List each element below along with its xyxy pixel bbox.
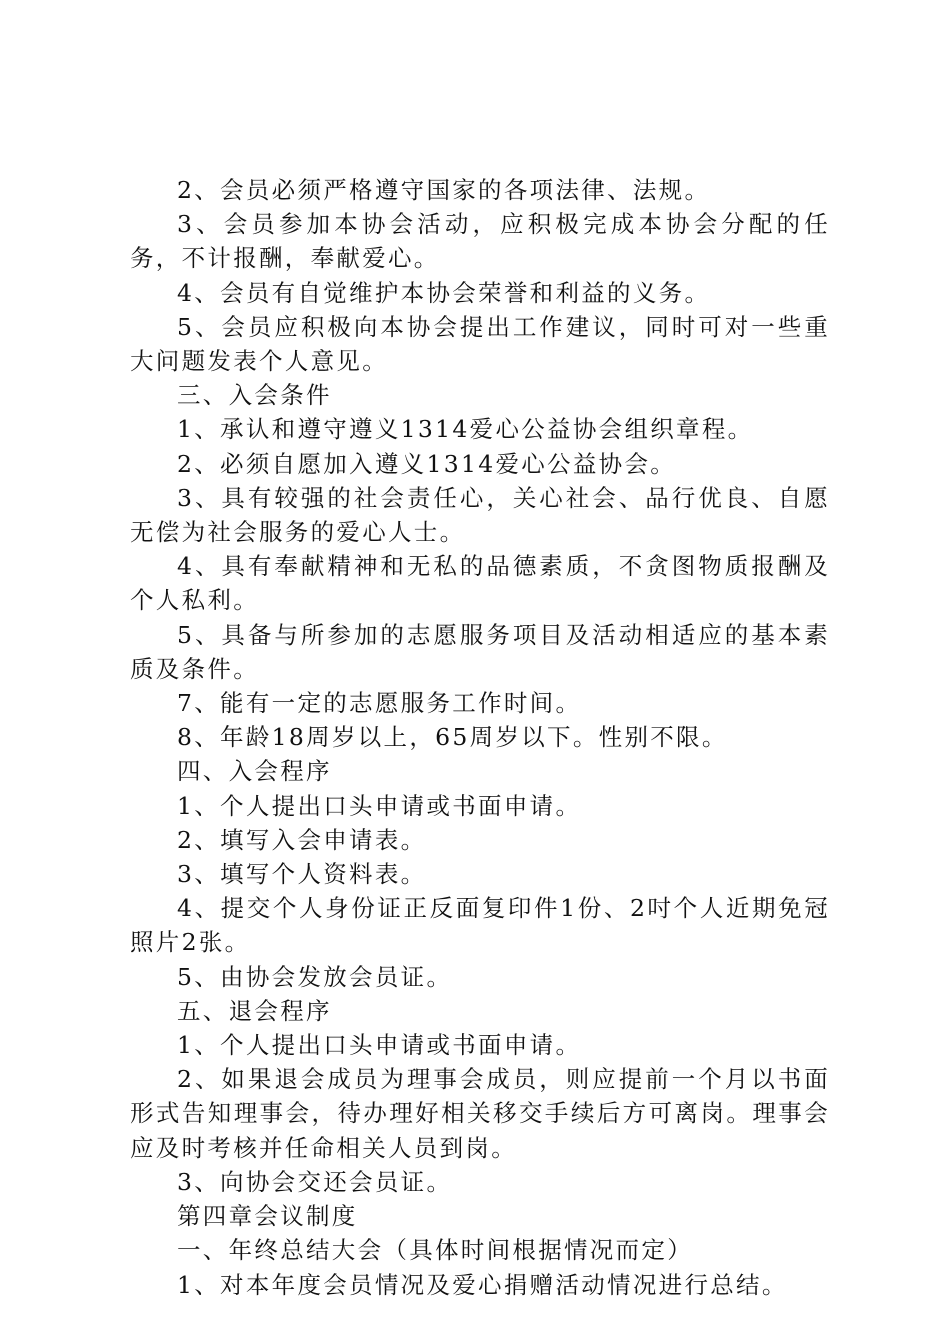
- paragraph-join-step-5: 5、由协会发放会员证。: [177, 962, 453, 991]
- paragraph-withdraw-step-1: 1、个人提出口头申请或书面申请。: [177, 1031, 582, 1060]
- document-body: [130, 173, 830, 1302]
- section-heading-join-procedure: 四、入会程序: [177, 757, 332, 786]
- paragraph-withdraw-step-2: 2、如果退会成员为理事会成员，则应提前一个月以书面形式告知理事会，待办理好相关移交手续后方可离岗。理事会应及时考核并任命相关人员到岗。: [130, 1065, 830, 1162]
- paragraph-member-suggestions: 5、会员应积极向本协会提出工作建议，同时可对一些重大问题发表个人意见。: [130, 312, 830, 376]
- paragraph-condition-3: 3、具有较强的社会责任心，关心社会、品行优良、自愿无偿为社会服务的爱心人士。: [130, 483, 830, 547]
- section-heading-membership-conditions: 三、入会条件: [177, 381, 332, 410]
- paragraph-join-step-2: 2、填写入会申请表。: [177, 825, 427, 854]
- paragraph-condition-8: 8、年龄18周岁以上，65周岁以下。性别不限。: [177, 723, 728, 752]
- paragraph-condition-5: 5、具备与所参加的志愿服务项目及活动相适应的基本素质及条件。: [130, 620, 830, 683]
- paragraph-join-step-3: 3、填写个人资料表。: [177, 860, 427, 889]
- paragraph-condition-4: 4、具有奉献精神和无私的品德素质，不贪图物质报酬及个人私利。: [130, 552, 830, 615]
- paragraph-join-step-1: 1、个人提出口头申请或书面申请。: [177, 791, 582, 820]
- paragraph-join-step-4: 4、提交个人身份证正反面复印件1份、2吋个人近期免冠照片2张。: [130, 894, 830, 957]
- paragraph-condition-7: 7、能有一定的志愿服务工作时间。: [177, 689, 582, 718]
- section-heading-annual-meeting: 一、年终总结大会（具体时间根据情况而定）: [177, 1236, 693, 1265]
- paragraph-condition-2: 2、必须自愿加入遵义1314爱心公益协会。: [177, 449, 677, 478]
- paragraph-withdraw-step-3: 3、向协会交还会员证。: [177, 1167, 453, 1196]
- paragraph-condition-1: 1、承认和遵守遵义1314爱心公益协会组织章程。: [177, 415, 754, 444]
- paragraph-annual-meeting-1: 1、对本年度会员情况及爱心捐赠活动情况进行总结。: [177, 1270, 788, 1299]
- paragraph-member-participate: 3、会员参加本协会活动，应积极完成本协会分配的任务，不计报酬，奉献爱心。: [130, 210, 830, 273]
- section-heading-withdraw-procedure: 五、退会程序: [177, 996, 332, 1025]
- paragraph-member-obey-law: 2、会员必须严格遵守国家的各项法律、法规。: [177, 176, 711, 204]
- chapter-heading-meeting-system: 第四章会议制度: [177, 1202, 358, 1231]
- paragraph-member-protect-honor: 4、会员有自觉维护本协会荣誉和利益的义务。: [177, 278, 711, 307]
